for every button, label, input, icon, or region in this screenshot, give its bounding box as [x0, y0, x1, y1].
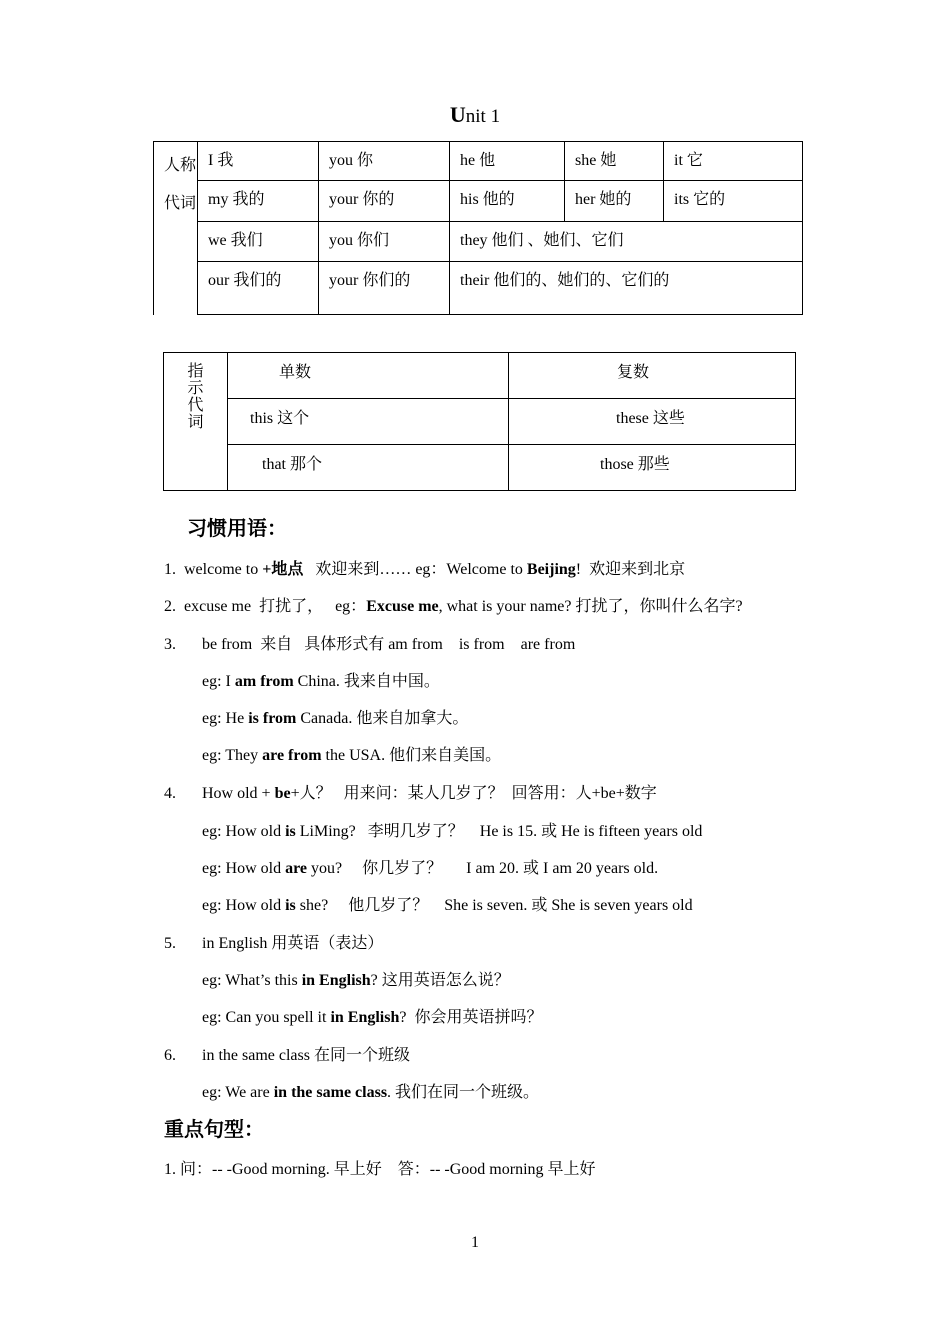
phrase-example: eg: What’s this in English? 这用英语怎么说？ [202, 972, 510, 989]
phrase-example: eg: How old is she? 他几岁了？ She is seven. 或 She is seven years old [202, 897, 693, 914]
table-cell: his 他的 [450, 181, 565, 222]
table-cell: its 它的 [664, 181, 803, 222]
table-cell: our 我们的 [198, 262, 319, 315]
phrase-item-5: 5. in English 用英语（表达） [164, 935, 384, 952]
phrase-example: eg: We are in the same class. 我们在同一个班级。 [202, 1084, 540, 1101]
table-cell: she 她 [565, 142, 664, 181]
table-cell: their 他们的、她们的、它们的 [450, 262, 803, 315]
table-cell: her 她的 [565, 181, 664, 222]
phrase-item-3: 3. be from 来自 具体形式有 am from is from are from [164, 636, 576, 653]
table-cell: they 他们 、她们、它们 [450, 222, 803, 262]
page-number: 1 [471, 1234, 479, 1251]
table-cell: your 你的 [319, 181, 450, 222]
section-heading-phrases: 习惯用语： [187, 516, 287, 540]
phrase-item-2: 2. excuse me 打扰了， eg：Excuse me, what is your name? 打扰了，你叫什么名字? [164, 598, 743, 615]
pronoun-side-label: 人称 代词 [154, 142, 198, 315]
table-cell: he 他 [450, 142, 565, 181]
section-heading-key-sentences: 重点句型： [164, 1117, 264, 1141]
table-cell: this 这个 [228, 399, 509, 445]
page-title: Unit 1 [449, 102, 501, 127]
phrase-example: eg: They are from the USA. 他们来自美国。 [202, 747, 502, 764]
table-cell: that 那个 [228, 445, 509, 491]
phrase-example: eg: Can you spell it in English? 你会用英语拼吗？ [202, 1009, 543, 1026]
personal-pronoun-table [153, 141, 803, 315]
table-cell: my 我的 [198, 181, 319, 222]
table-cell: these 这些 [509, 399, 796, 445]
demonstrative-pronoun-table [163, 352, 796, 491]
phrase-example: eg: How old are you? 你几岁了？ I am 20. 或 I am 20 years old. [202, 860, 659, 877]
phrase-example: eg: He is from Canada. 他来自加拿大。 [202, 710, 469, 727]
table-cell: those 那些 [509, 445, 796, 491]
demonstrative-side-label: 指 示 代 词 [164, 353, 228, 491]
table-cell: you 你们 [319, 222, 450, 262]
table-cell: it 它 [664, 142, 803, 181]
phrase-example: eg: How old is LiMing? 李明几岁了？ He is 15. 或 He is fifteen years old [202, 823, 703, 840]
phrase-item-6: 6. in the same class 在同一个班级 [164, 1047, 410, 1064]
phrase-item-1: 1. welcome to +地点 欢迎来到…… eg：Welcome to Beijing! 欢迎来到北京 [164, 561, 686, 578]
header-plural: 复数 [509, 353, 796, 399]
table-cell: you 你 [319, 142, 450, 181]
table-cell: we 我们 [198, 222, 319, 262]
key-sentence-1: 1. 问：-- -Good morning. 早上好 答：-- -Good morning 早上好 [164, 1161, 596, 1178]
phrase-item-4: 4. How old + be+人？ 用来问：某人几岁了？ 回答用：人+be+数字 [164, 785, 657, 802]
phrase-example: eg: I am from China. 我来自中国。 [202, 673, 440, 690]
table-cell: I 我 [198, 142, 319, 181]
header-singular: 单数 [228, 353, 509, 399]
table-cell: your 你们的 [319, 262, 450, 315]
